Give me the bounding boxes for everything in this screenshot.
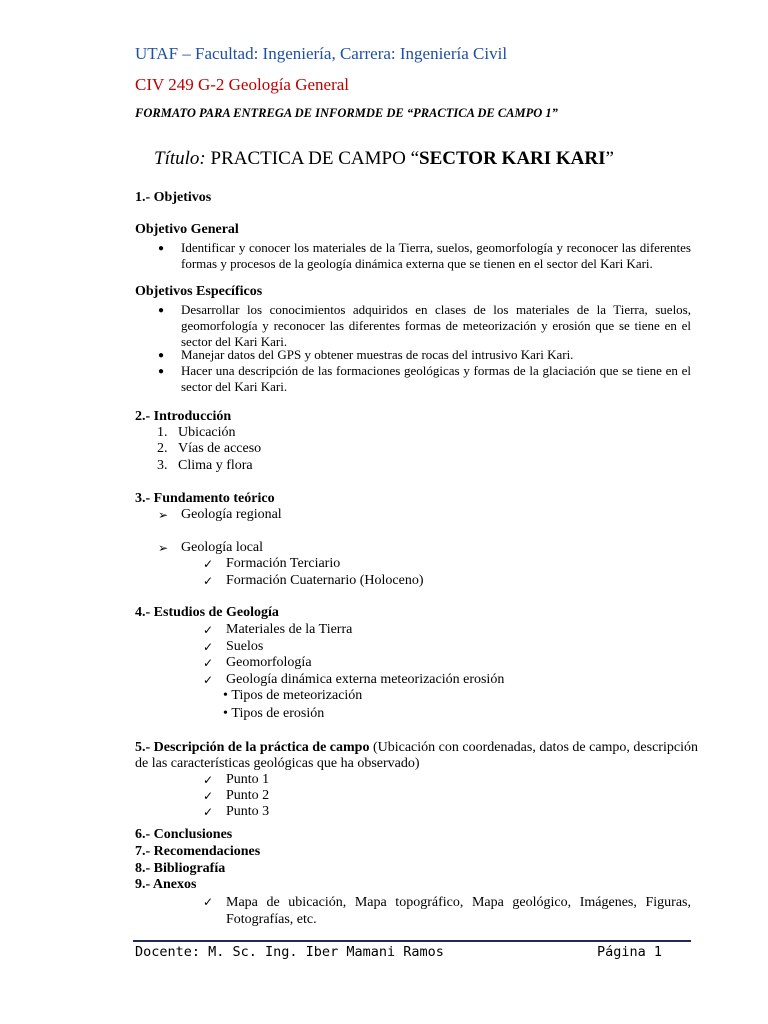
title-prefix: PRACTICA DE CAMPO “ [210,148,419,169]
footer-page-number: Página 1 [597,944,663,960]
section-recommendations-heading: 7.- Recomendaciones [135,844,261,859]
section-practice-heading: 5.- Descripción de la práctica de campo [135,740,370,755]
document-title [0,148,768,170]
intro-item: 2. Vías de acceso [157,441,262,456]
general-objective-heading: Objetivo General [135,222,239,237]
bullet-dot-icon: ● [158,305,165,316]
header-format: FORMATO PARA ENTREGA DE INFORMDE DE “PRACTICA DE CAMPO 1” [135,106,558,120]
intro-item: 1. Ubicación [157,425,236,440]
section-annexes-heading: 9.- Anexos [135,877,197,892]
section-studies-heading: 4.- Estudios de Geología [135,605,279,620]
practice-point: Punto 2 [226,788,270,803]
header-faculty: UTAF – Facultad: Ingeniería, Carrera: Ingeniería Civil [135,44,508,63]
practice-point: Punto 1 [226,772,270,787]
check-mark-icon: ✓ [203,773,214,787]
practice-note: (Ubicación con coordenadas, datos de campo, descripción [369,740,698,755]
title-bold: SECTOR KARI KARI [419,148,606,169]
check-mark-icon: ✓ [203,656,214,670]
section-theory-heading: 3.- Fundamento teórico [135,491,275,506]
arrow-right-icon: ➢ [158,508,169,522]
bullet-dot-icon: • [223,688,228,703]
check-mark-icon: ✓ [203,557,214,571]
check-mark-icon: ✓ [203,640,214,654]
studies-item: Suelos [226,639,264,654]
studies-item: Geología dinámica externa meteorización erosión [226,672,505,687]
check-mark-icon: ✓ [203,574,214,588]
bullet-dot-icon: ● [158,350,165,361]
annex-item: Mapa de ubicación, Mapa topográfico, Mapa geológico, Imágenes, Figuras, Fotografías, etc. [226,895,691,927]
check-mark-icon: ✓ [203,623,214,637]
section-conclusions-heading: 6.- Conclusiones [135,827,233,842]
header-course: CIV 249 G-2 Geología General [135,75,350,94]
practice-note-continued: de las características geológicas que ha observado) [135,756,420,771]
arrow-right-icon: ➢ [158,541,169,555]
specific-objective-item: Hacer una descripción de las formaciones geológicas y formas de la glaciación que se tiene en el sector del Kari Kari. [181,363,691,394]
studies-sub-item: • Tipos de meteorización [223,688,363,703]
check-mark-icon: ✓ [203,673,214,687]
bullet-dot-icon: ● [158,243,165,254]
section-intro-heading: 2.- Introducción [135,409,232,424]
general-objective-item: Identificar y conocer los materiales de la Tierra, suelos, geomorfología y reconocer las diferentes formas y procesos de la geología dinámica externa que se tienen en el sector del Kari Kari. [181,240,691,271]
check-mark-icon: ✓ [203,895,214,909]
studies-item: Materiales de la Tierra [226,622,353,637]
bullet-dot-icon: • [223,706,228,721]
specific-objectives-heading: Objetivos Específicos [135,284,263,299]
footer-teacher: Docente: M. Sc. Ing. Iber Mamani Ramos [135,944,444,960]
specific-objective-item: Manejar datos del GPS y obtener muestras de rocas del intrusivo Kari Kari. [181,347,574,362]
specific-objective-item: Desarrollar los conocimientos adquiridos en clases de los materiales de la Tierra, suelos, geomorfología y reconocer las diferentes formas de meteorización y erosión que se tiene en el sector del Kari Kari. [181,302,691,349]
title-suffix: ” [605,148,614,169]
theory-local: Geología local [181,540,264,555]
theory-regional: Geología regional [181,507,282,522]
section-practice-line [135,740,698,756]
section-objectives-heading: 1.- Objetivos [135,190,212,205]
intro-item: 3. Clima y flora [157,458,253,473]
bullet-dot-icon: ● [158,366,165,377]
practice-point: Punto 3 [226,804,270,819]
check-mark-icon: ✓ [203,789,214,803]
check-mark-icon: ✓ [203,805,214,819]
theory-local-item: Formación Cuaternario (Holoceno) [226,573,424,588]
title-label: Título: [154,148,206,169]
theory-local-item: Formación Terciario [226,556,341,571]
footer-rule [133,940,691,942]
studies-item: Geomorfología [226,655,312,670]
studies-sub-item: • Tipos de erosión [223,706,325,721]
section-bibliography-heading: 8.- Bibliografía [135,861,226,876]
